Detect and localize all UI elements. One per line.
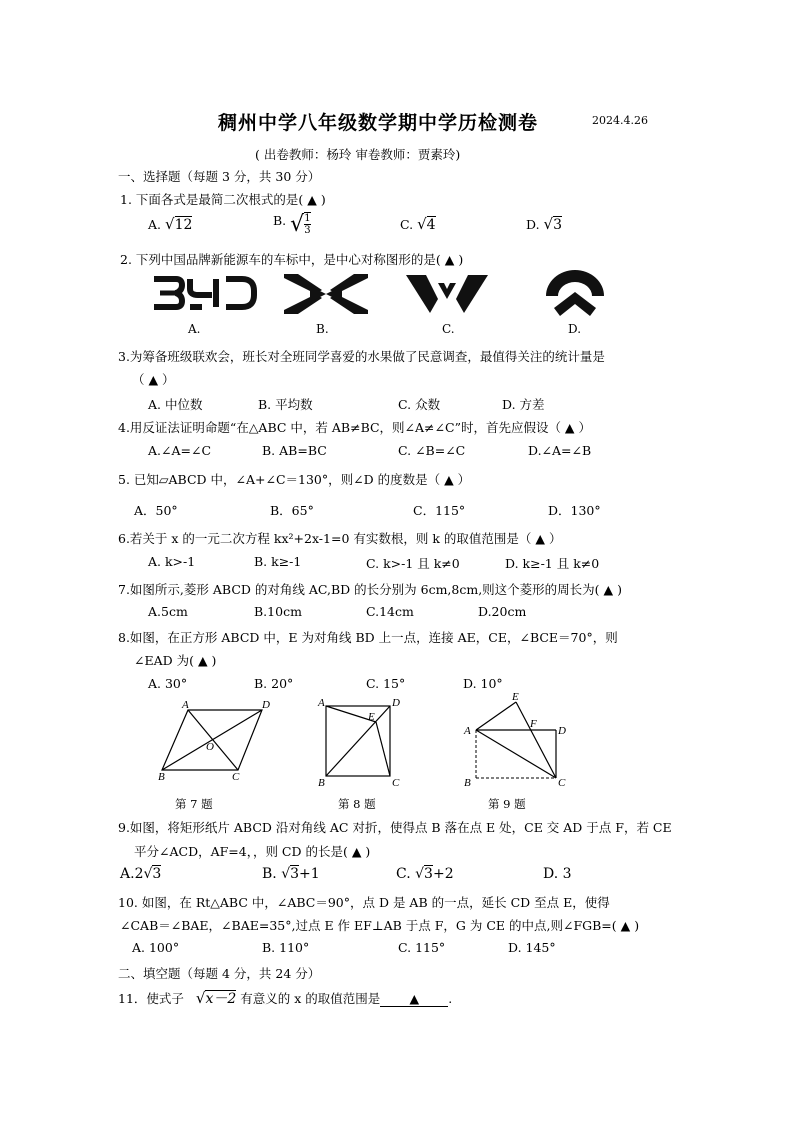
figure-q9-folded-rectangle	[458, 690, 578, 790]
q7-option-c: C.14cm	[366, 604, 414, 619]
fig8-label-b: B	[318, 777, 325, 789]
q8-stem-cont: ∠EAD 为( ▲ )	[134, 653, 217, 668]
sqrt-icon: √	[195, 989, 206, 1007]
fig8-label-e: E	[368, 711, 375, 723]
q2-option-a: A.	[188, 322, 201, 336]
q11-suffix: .	[448, 991, 453, 1006]
q1-stem: 1. 下面各式是最简二次根式的是( ▲ )	[120, 192, 326, 207]
q10-option-b: B. 110°	[262, 940, 310, 955]
q1-a-radicand: 12	[174, 217, 193, 233]
q7-option-b: B.10cm	[254, 604, 302, 619]
wey-logo-icon	[404, 273, 490, 315]
figure-caption-8: 第 8 题	[338, 797, 376, 811]
q11-prefix: 11．使式子	[118, 991, 184, 1006]
q3-option-d: D. 方差	[502, 397, 545, 412]
q1-b-fraction	[304, 212, 310, 236]
q7-option-a: A.5cm	[148, 604, 188, 619]
q9-stem: 9.如图，将矩形纸片 ABCD 沿对角线 AC 对折，使得点 B 落在点 E 处，CE 交 AD 于点 F，若 CE	[118, 820, 672, 835]
figure-caption-9: 第 9 题	[488, 797, 526, 811]
q2-option-d: D.	[568, 322, 582, 336]
q1-b-denominator: 3	[304, 225, 311, 236]
q3-stem: 3.为筹备班级联欢会，班长对全班同学喜爱的水果做了民意调查，最值得关注的统计量是	[118, 349, 605, 364]
q8-option-c: C. 15°	[366, 676, 406, 691]
fig7-label-c: C	[232, 771, 240, 783]
fig7-label-d: D	[262, 699, 270, 711]
q10-option-c: C. 115°	[398, 940, 446, 955]
q9-option-b	[262, 866, 320, 882]
fig8-label-c: C	[392, 777, 400, 789]
q3-option-a: A. 中位数	[148, 397, 203, 412]
q6-option-a: A. k>-1	[148, 554, 196, 569]
sqrt-icon: √	[281, 866, 291, 882]
q9-b-radicand: 3	[290, 866, 300, 882]
q9-stem-cont: 平分∠ACD，AF=4，，则 CD 的长是( ▲ )	[134, 844, 371, 859]
fig9-label-d: D	[558, 725, 566, 737]
q9-c-radicand: 3	[424, 866, 433, 882]
q9-option-b-label: B.	[262, 866, 277, 882]
q9-c-rest: +2	[432, 866, 454, 882]
q4-option-b: B. AB=BC	[262, 443, 327, 458]
q1-option-c	[400, 215, 436, 233]
q3-option-b: B. 平均数	[258, 397, 313, 412]
q11-answer-blank[interactable]: ▲	[380, 991, 448, 1007]
q3-answer-slot: （ ▲ ）	[132, 372, 175, 387]
fig9-label-b: B	[464, 777, 471, 789]
q10-option-a: A. 100°	[132, 940, 180, 955]
q10-option-d: D. 145°	[508, 940, 556, 955]
section1-heading: 一、选择题（每题 3 分，共 30 分）	[118, 169, 321, 184]
q1-option-b	[273, 212, 311, 237]
q9-option-a	[120, 866, 161, 882]
q2-option-c: C.	[442, 322, 455, 336]
q5-option-c: C．115°	[413, 503, 466, 518]
section2-heading: 二、填空题（每题 4 分，共 24 分）	[118, 966, 321, 981]
xpeng-logo-icon	[282, 272, 370, 316]
q1-option-d	[526, 215, 562, 233]
exam-date: 2024.4.26	[592, 114, 648, 127]
fig9-label-a: A	[464, 725, 471, 737]
figure-q8-square	[316, 694, 406, 790]
q8-option-b: B. 20°	[254, 676, 294, 691]
q7-stem: 7.如图所示,菱形 ABCD 的对角线 AC,BD 的长分别为 6cm,8cm,则这个菱形的周长为( ▲ )	[118, 582, 622, 597]
exam-title: 稠州中学八年级数学期中学历检测卷	[218, 112, 539, 134]
sqrt-icon: √	[417, 215, 427, 233]
q9-option-c-label: C.	[396, 866, 411, 882]
q1-option-b-label: B.	[273, 213, 287, 228]
q6-stem: 6.若关于 x 的一元二次方程 kx²+2x-1=0 有实数根，则 k 的取值范围是（ ▲ ）	[118, 531, 562, 546]
fig9-label-c: C	[558, 777, 566, 789]
nio-logo-icon	[544, 270, 606, 318]
byd-logo-icon	[150, 273, 258, 313]
sqrt-icon: √	[290, 212, 305, 237]
q4-stem: 4.用反证法证明命题“在△ABC 中，若 AB≠BC，则∠A≠∠C”时，首先应假设（ ▲ ）	[118, 420, 592, 435]
q1-d-radicand: 3	[553, 217, 563, 233]
q1-option-a-label: A.	[148, 217, 162, 232]
q8-option-d: D. 10°	[463, 676, 503, 691]
q1-option-a	[148, 215, 192, 233]
q3-option-c: C. 众数	[398, 397, 441, 412]
q7-option-d: D.20cm	[478, 604, 527, 619]
fig7-label-o: O	[206, 741, 214, 753]
q10-stem-cont: ∠CAB＝∠BAE，∠BAE=35°,过点 E 作 EF⊥AB 于点 F，G 为 CE 的中点,则∠FGB=( ▲ )	[120, 918, 640, 933]
fig9-label-f: F	[530, 718, 537, 730]
q5-option-a: A．50°	[134, 503, 178, 518]
fig7-label-b: B	[158, 771, 165, 783]
fig8-label-d: D	[392, 697, 400, 709]
q1-b-numerator: 1	[304, 213, 311, 224]
sqrt-icon: √	[415, 866, 425, 882]
sqrt-icon: √	[143, 866, 153, 882]
q4-option-c: C. ∠B=∠C	[398, 443, 466, 458]
q11-middle: 有意义的 x 的取值范围是	[240, 991, 381, 1006]
q9-option-d: D. 3	[543, 866, 572, 882]
q9-a-coef: 2	[134, 866, 144, 882]
sqrt-icon: √	[165, 215, 175, 233]
q8-stem: 8.如图，在正方形 ABCD 中，E 为对角线 BD 上一点，连接 AE，CE，∠BCE＝70°，则	[118, 630, 618, 645]
figure-caption-7: 第 7 题	[175, 797, 213, 811]
q11-radicand: x－2	[205, 991, 237, 1007]
q6-option-c: C. k>-1 且 k≠0	[366, 556, 460, 571]
q8-option-a: A. 30°	[148, 676, 188, 691]
q10-stem: 10. 如图，在 Rt△ABC 中，∠ABC＝90°，点 D 是 AB 的一点，延长 CD 至点 E，使得	[118, 895, 610, 910]
fig9-label-e: E	[512, 691, 519, 703]
q5-stem: 5. 已知▱ABCD 中，∠A+∠C＝130°，则∠D 的度数是（ ▲ ）	[118, 472, 471, 487]
q2-stem: 2. 下列中国品牌新能源车的车标中，是中心对称图形的是( ▲ )	[120, 252, 464, 267]
q5-option-d: D．130°	[548, 503, 601, 518]
teacher-names: ( 出卷教师：杨玲 审卷教师：贾素玲)	[255, 147, 461, 162]
q2-option-b: B.	[316, 322, 329, 336]
q4-option-d: D.∠A=∠B	[528, 443, 592, 458]
sqrt-icon: √	[543, 215, 554, 233]
q1-option-c-label: C.	[400, 217, 414, 232]
fig7-label-a: A	[182, 699, 189, 711]
q9-a-radicand: 3	[152, 866, 162, 882]
q5-option-b: B．65°	[270, 503, 314, 518]
q4-option-a: A.∠A=∠C	[148, 443, 212, 458]
q6-option-b: B. k≥-1	[254, 554, 302, 569]
q1-c-radicand: 4	[426, 217, 436, 233]
fig8-label-a: A	[318, 697, 325, 709]
q9-option-c	[396, 866, 454, 882]
q1-option-d-label: D.	[526, 217, 540, 232]
q9-b-rest: +1	[299, 866, 320, 882]
q11-line	[118, 988, 452, 1008]
q6-option-d: D. k≥-1 且 k≠0	[505, 556, 600, 571]
figure-q7-rhombus	[150, 696, 280, 786]
q9-option-a-label: A.	[120, 866, 135, 882]
